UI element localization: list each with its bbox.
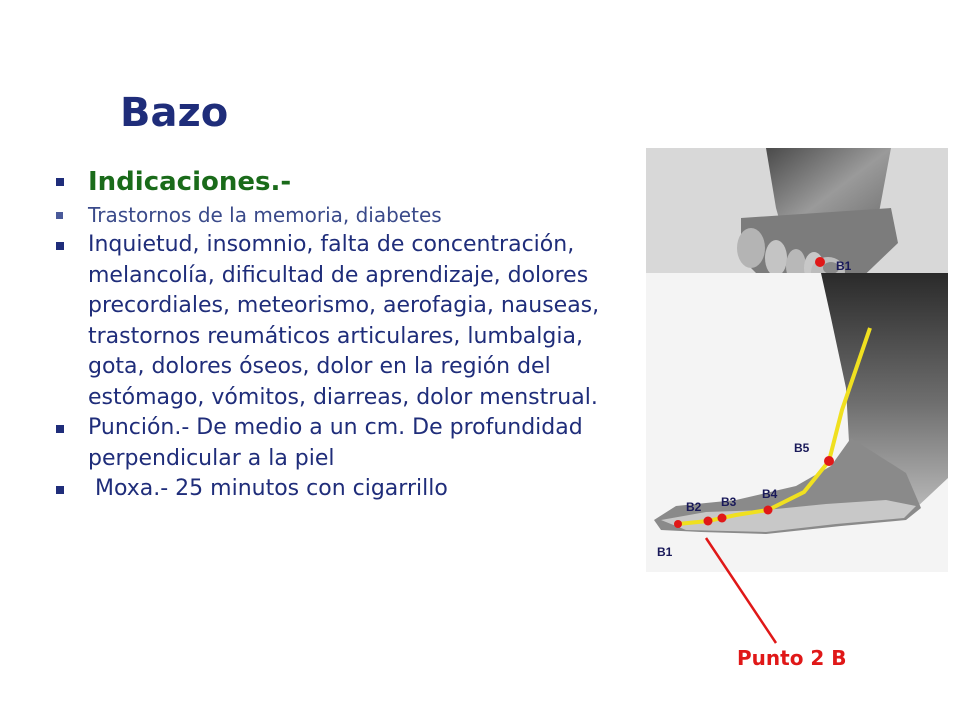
label-b1-top: B1 [836,259,852,273]
point-b4 [764,506,773,515]
bullet-inquietud [52,230,637,413]
bullet-text: Indicaciones.- [88,167,292,197]
bullet-text: Inquietud, insomnio, falta de concentración, melancolía, dificultad de aprendizaje, dolores precordiales, meteorismo, aerofagia, nauseas, trastornos reumáticos articulares, lumbalgia, gota, dolores óseos, dolor en la región del estómago, vómitos, diarreas, dolor menstrual. [88,232,600,410]
toe [737,228,765,268]
bullet-moxa [52,474,637,505]
point-b1-top [815,257,825,267]
bullet-marker [56,212,63,219]
bullet-marker [56,486,64,494]
slide-title: Bazo [120,90,229,136]
point-b1 [674,520,682,528]
bullet-marker [56,425,64,433]
point-b5 [824,456,834,466]
point-caption: Punto 2 B [737,646,847,670]
bullet-text: Punción.- De medio a un cm. De profundidad perpendicular a la piel [88,415,583,471]
bullet-indicaciones [52,163,637,201]
bullet-puncion [52,413,637,474]
label-b2: B2 [686,500,702,514]
bullet-trastornos [52,201,637,230]
bullet-marker [56,178,64,186]
bullet-text: Moxa.- 25 minutos con cigarrillo [88,476,448,501]
point-b2 [704,517,713,526]
label-b4: B4 [762,487,778,501]
foot-illustration [646,148,948,572]
bullet-list [52,163,637,505]
bullet-text: Trastornos de la memoria, diabetes [88,203,442,227]
toe [765,240,787,276]
label-b5: B5 [794,441,810,455]
bullet-marker [56,242,64,250]
point-b3 [718,514,727,523]
label-b3: B3 [721,495,737,509]
label-b1: B1 [657,545,673,559]
